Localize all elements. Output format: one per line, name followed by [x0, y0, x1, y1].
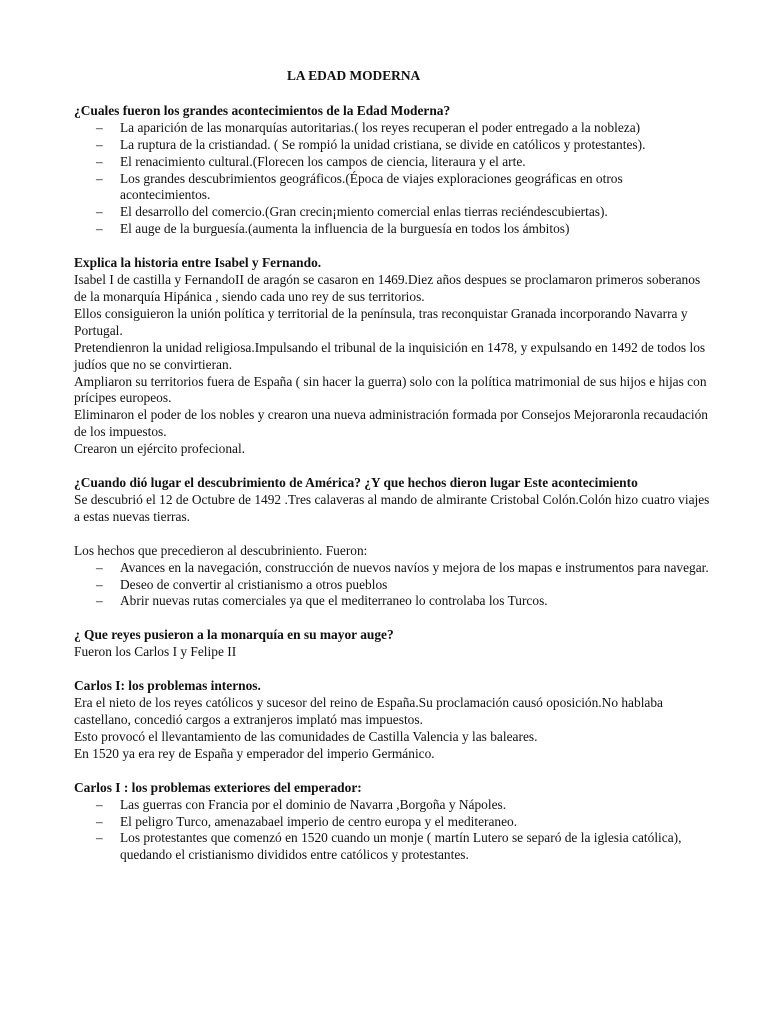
- paragraph: Pretendienron la unidad religiosa.Impulsando el tribunal de la inquisición en 1478, y expulsando en 1492 de todos los judíos que no se convirtieran.: [74, 339, 706, 372]
- list-item: – La ruptura de la cristiandad. ( Se rompió la unidad cristiana, se divide en católicos y protestantes).: [96, 136, 646, 152]
- section-5-question: Carlos I: los problemas internos.: [74, 678, 261, 694]
- paragraph: Se descubrió el 12 de Octubre de 1492 .Tres calaveras al mando de almirante Cristobal Colón.Colón hizo cuatro viajes a estas nuevas tierras.: [74, 491, 710, 524]
- paragraph: Eliminaron el poder de los nobles y crearon una nueva administración formada por Consejos Mejoraronla recaudación de los impuestos.: [74, 407, 708, 440]
- list-item: – La aparición de las monarquías autoritarias.( los reyes recuperan el poder entregado a la nobleza): [96, 119, 641, 135]
- section-6-list: [74, 797, 714, 865]
- section-1-list: [74, 120, 714, 238]
- list-item: – Las guerras con Francia por el dominio de Navarra ,Borgoña y Nápoles.: [96, 796, 507, 812]
- list-item: – El peligro Turco, amenazabael imperio de centro europa y el mediteraneo.: [96, 813, 518, 829]
- paragraph: Ampliaron su territorios fuera de España ( sin hacer la guerra) solo con la política matrimonial de sus hijos e hijas con prícipes europeos.: [74, 373, 707, 406]
- list-item: – Los protestantes que comenzó en 1520 cuando un monje ( martín Lutero se separó de la iglesia católica), quedando el cristianismo divididos entre católicos y protestantes.: [96, 830, 682, 863]
- paragraph: Esto provocó el llevantamiento de las comunidades de Castilla Valencia y las baleares.: [74, 728, 538, 744]
- section-4-question: ¿ Que reyes pusieron a la monarquía en su mayor auge?: [74, 627, 394, 643]
- paragraph: Crearon un ejército profecional.: [74, 441, 246, 457]
- section-3-intro: Los hechos que precedieron al descubriniento. Fueron:: [74, 542, 368, 558]
- paragraph: Era el nieto de los reyes católicos y sucesor del reino de España.Su proclamación causó oposición.No hablaba castellano, concedió cargos a extranjeros implató mas impuestos.: [74, 695, 663, 727]
- paragraph: En 1520 ya era rey de España y emperador del imperio Germánico.: [74, 745, 435, 761]
- section-3-question: ¿Cuando dió lugar el descubrimiento de América? ¿Y que hechos dieron lugar Este acontecimiento: [74, 475, 638, 491]
- list-item: – El desarrollo del comercio.(Gran crecin¡miento comercial enlas tierras reciéndescubiertas).: [96, 204, 608, 220]
- paragraph: Isabel I de castilla y FernandoII de aragón se casaron en 1469.Diez años despues se proclamaron primeros soberanos de la monarquía Hipánica , siendo cada uno rey de sus territorios.: [74, 272, 701, 304]
- list-item: – El renacimiento cultural.(Florecen los campos de ciencia, literaura y el arte.: [96, 153, 526, 169]
- page-title: LA EDAD MODERNA: [287, 68, 421, 83]
- section-1-question: ¿Cuales fueron los grandes acontecimientos de la Edad Moderna?: [74, 102, 451, 118]
- section-6-question: Carlos I : los problemas exteriores del emperador:: [74, 779, 362, 795]
- list-item: – Deseo de convertir al cristianismo a otros pueblos: [96, 576, 388, 592]
- list-item: – Avances en la navegación, construcción de nuevos navíos y mejora de los mapas e instrumentos para navegar.: [96, 559, 709, 575]
- list-item: – Los grandes descubrimientos geográficos.(Época de viajes exploraciones geográficas en otros acontecimientos.: [96, 170, 623, 203]
- paragraph: Fueron los Carlos I y Felipe II: [74, 644, 237, 660]
- paragraph: Ellos consiguieron la unión política y territorial de la península, tras reconquistar Granada incorporando Navarra y Portugal.: [74, 305, 688, 338]
- section-2-question: Explica la historia entre Isabel y Fernando.: [74, 255, 322, 271]
- document-body: [74, 68, 714, 864]
- list-item: – Abrir nuevas rutas comerciales ya que el mediterraneo lo controlaba los Turcos.: [96, 593, 548, 609]
- list-item: – El auge de la burguesía.(aumenta la influencia de la burguesía en todos los ámbitos): [96, 221, 570, 237]
- section-3-list: [74, 560, 714, 611]
